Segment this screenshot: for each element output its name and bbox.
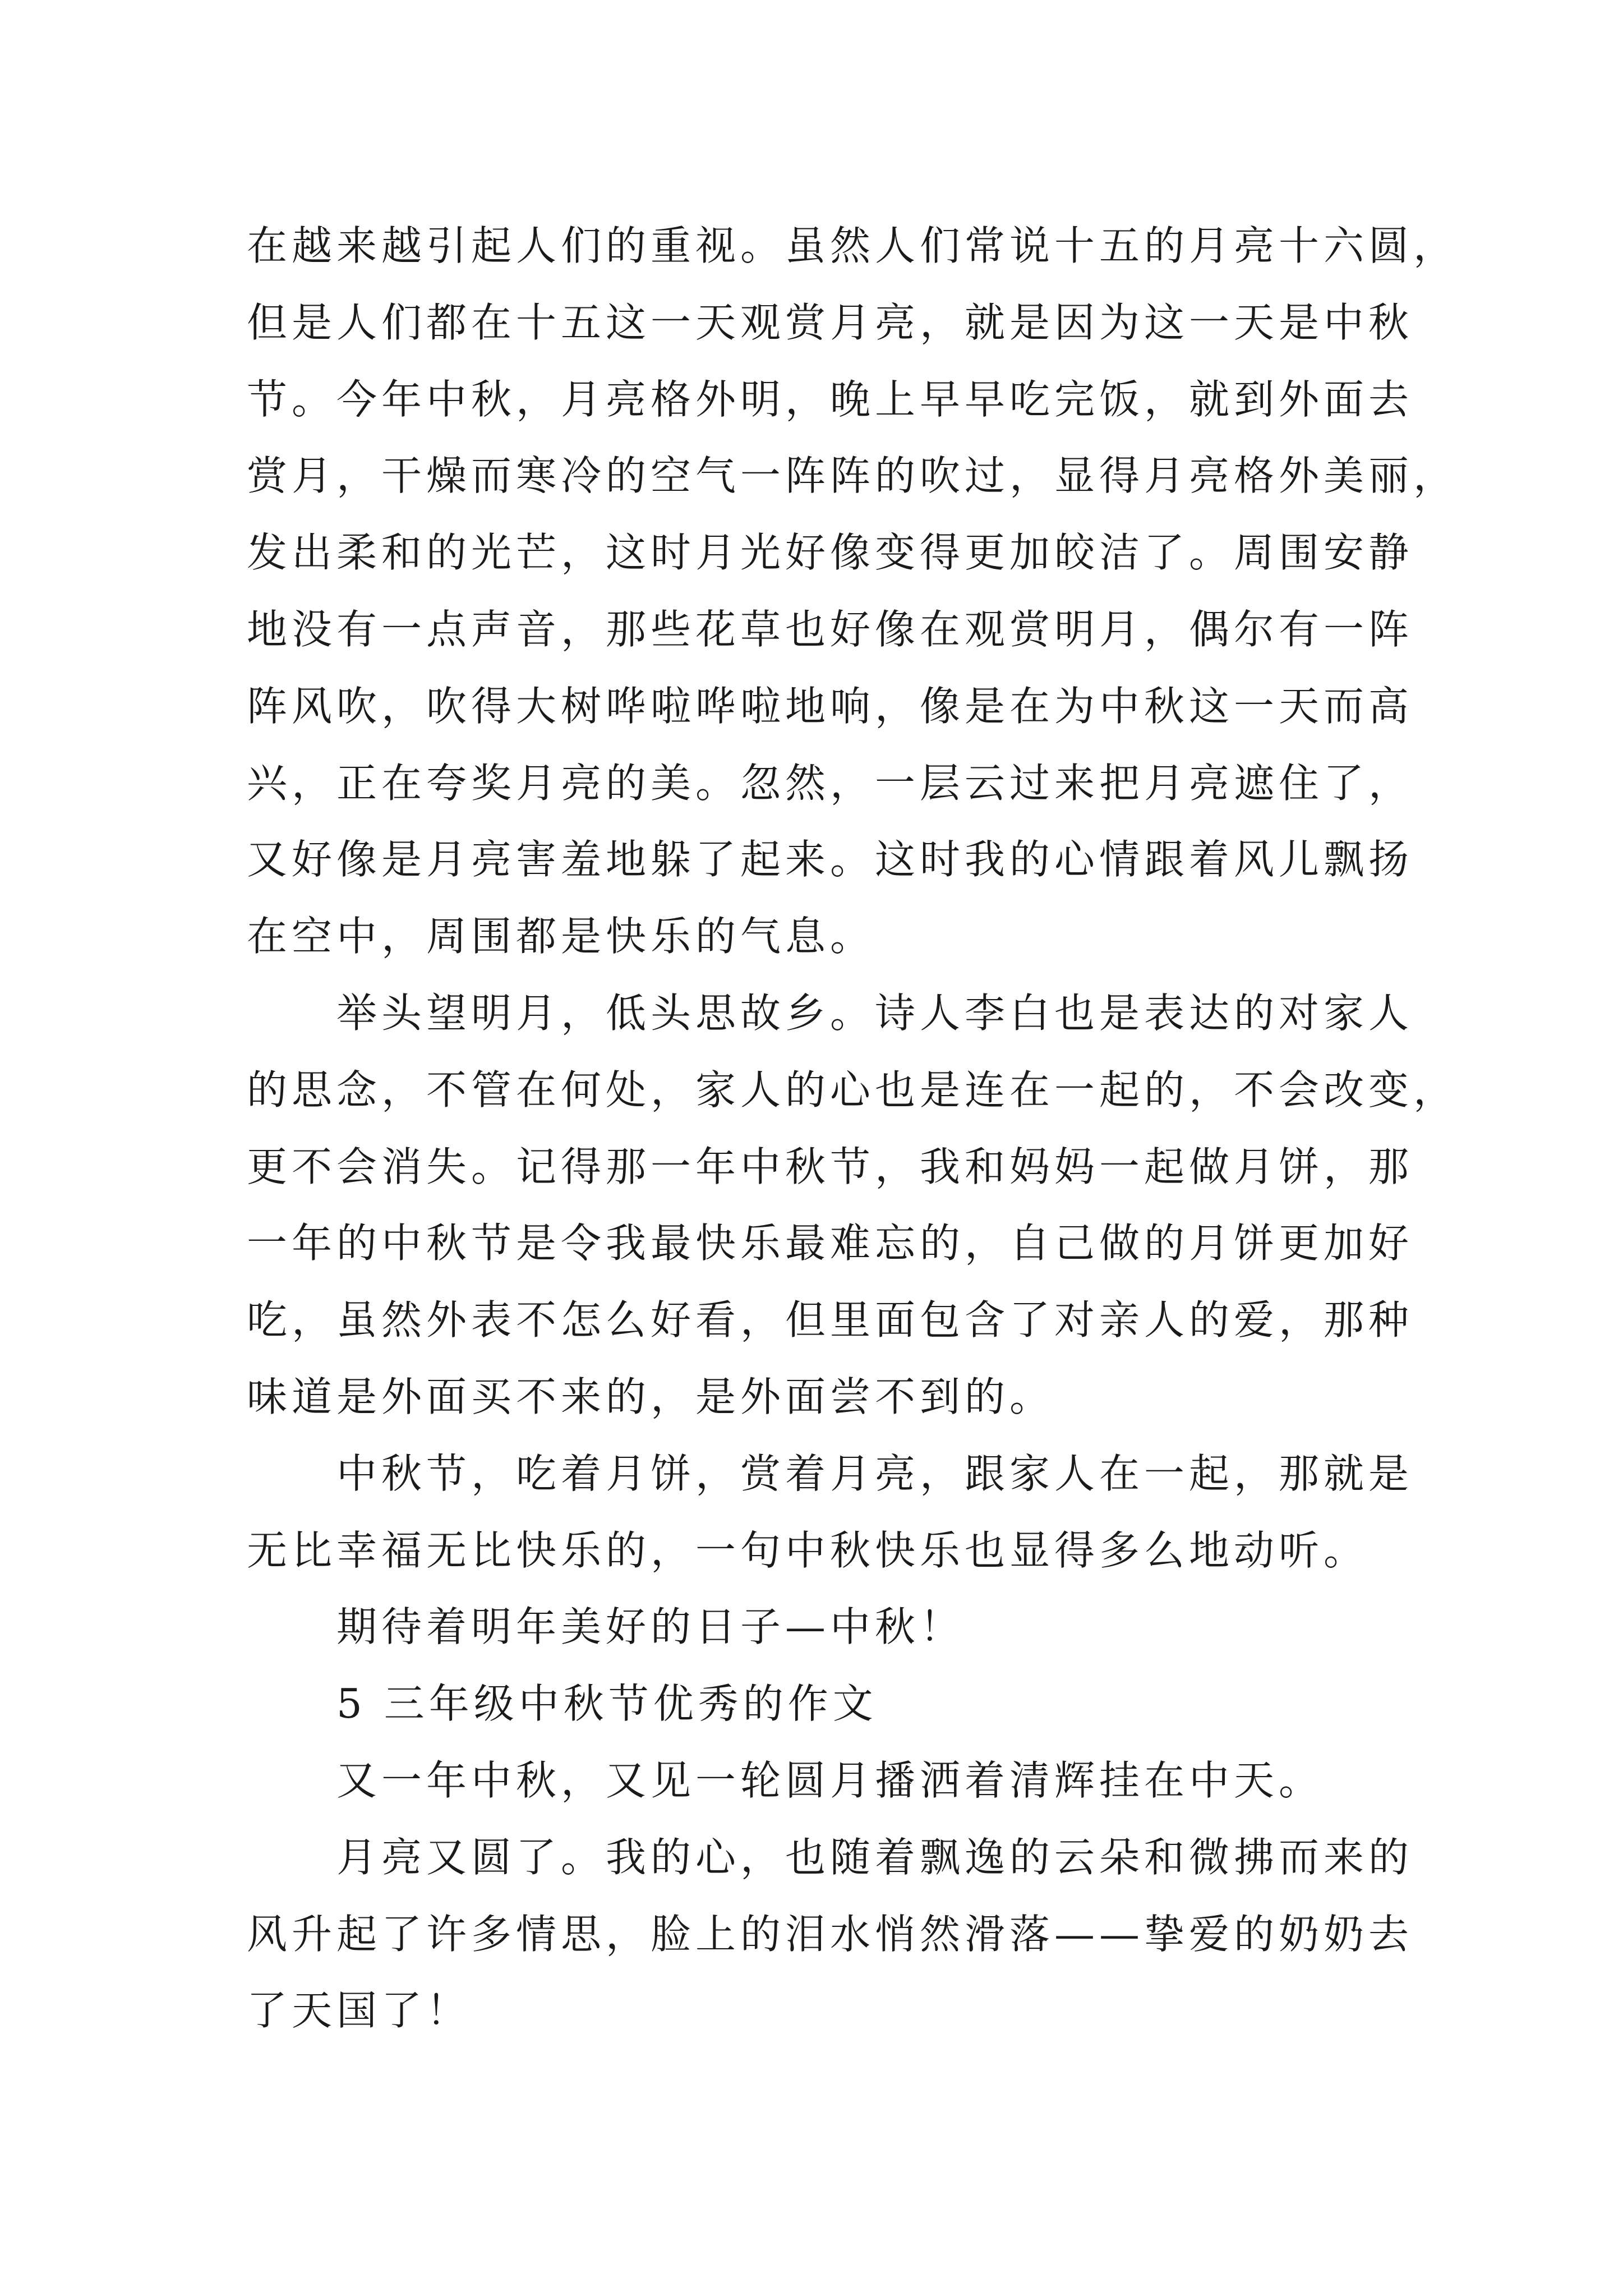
text-line: 赏月，干燥而寒冷的空气一阵阵的吹过，显得月亮格外美丽， xyxy=(247,452,1459,500)
paragraph-start-line: 中秋节，吃着月饼，赏着月亮，跟家人在一起，那就是 xyxy=(336,1450,1414,1497)
text-line: 地没有一点声音，那些花草也好像在观赏明月，偶尔有一阵 xyxy=(247,605,1414,653)
paragraph-start-line: 举头望明月，低头思故乡。诗人李白也是表达的对家人 xyxy=(336,989,1414,1037)
text-line: 更不会消失。记得那一年中秋节，我和妈妈一起做月饼，那 xyxy=(247,1143,1414,1190)
text-line: 味道是外面买不来的，是外面尝不到的。 xyxy=(247,1373,1055,1420)
text-line: 吃，虽然外表不怎么好看，但里面包含了对亲人的爱，那种 xyxy=(247,1296,1414,1344)
text-line: 的思念，不管在何处，家人的心也是连在一起的，不会改变， xyxy=(247,1066,1459,1114)
text-line: 了天国了！ xyxy=(247,1987,472,2035)
section-heading: 5 三年级中秋节优秀的作文 xyxy=(336,1680,878,1728)
paragraph-start-line: 又一年中秋，又见一轮圆月播洒着清辉挂在中天。 xyxy=(336,1756,1324,1804)
paragraph-start-line: 月亮又圆了。我的心，也随着飘逸的云朵和微拂而来的 xyxy=(336,1833,1414,1881)
text-line: 阵风吹，吹得大树哗啦哗啦地响，像是在为中秋这一天而高 xyxy=(247,682,1414,730)
paragraph-start-line: 期待着明年美好的日子—中秋！ xyxy=(336,1603,965,1651)
text-line: 在空中，周围都是快乐的气息。 xyxy=(247,913,875,960)
text-line: 又好像是月亮害羞地躲了起来。这时我的心情跟着风儿飘扬 xyxy=(247,836,1414,884)
text-line: 无比幸福无比快乐的，一句中秋快乐也显得多么地动听。 xyxy=(247,1526,1369,1574)
document-body xyxy=(247,208,1459,2049)
text-line: 节。今年中秋，月亮格外明，晚上早早吃完饭，就到外面去 xyxy=(247,375,1414,423)
text-line: 在越来越引起人们的重视。虽然人们常说十五的月亮十六圆， xyxy=(247,222,1459,269)
text-line: 一年的中秋节是令我最快乐最难忘的，自己做的月饼更加好 xyxy=(247,1220,1414,1267)
text-line: 兴，正在夸奖月亮的美。忽然，一层云过来把月亮遮住了， xyxy=(247,759,1414,807)
text-line: 发出柔和的光芒，这时月光好像变得更加皎洁了。周围安静 xyxy=(247,529,1414,577)
text-line: 风升起了许多情思，脸上的泪水悄然滑落——挚爱的奶奶去 xyxy=(247,1910,1414,1958)
text-line: 但是人们都在十五这一天观赏月亮，就是因为这一天是中秋 xyxy=(247,298,1414,346)
